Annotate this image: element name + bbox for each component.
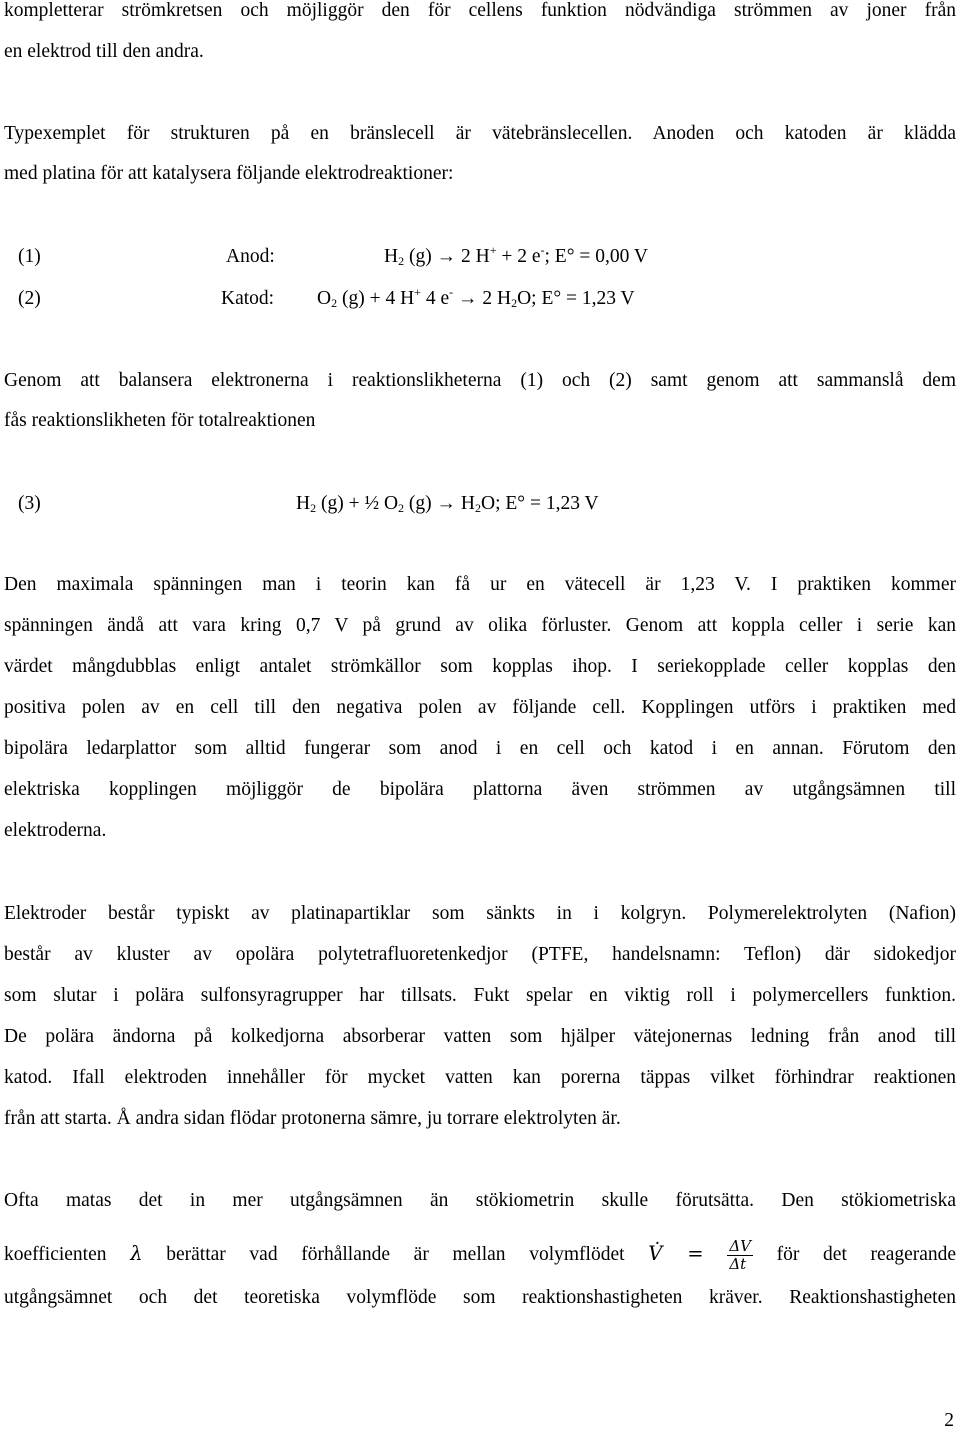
- arrow-icon: →: [457, 288, 478, 309]
- paragraph-line: Elektroder består typiskt av platinapartiklar som sänkts in i kolgryn. Polymerelektrolyten (Nafion): [4, 903, 956, 924]
- paragraph-line: består av kluster av opolära polytetrafluoretenkedjor (PTFE, handelsnamn: Teflon) där sidokedjor: [4, 944, 956, 965]
- paragraph-line: positiva polen av en cell till den negativa polen av följande cell. Kopplingen utförs i praktiken med: [4, 697, 956, 718]
- paragraph-line: spänningen ändå att vara kring 0,7 V på grund av olika förluster. Genom att koppla celler i serie kan: [4, 615, 956, 636]
- page-number: 2: [944, 1410, 954, 1431]
- paragraph-line: Typexemplet för strukturen på en bränslecell är vätebränslecellen. Anoden och katoden är klädda: [4, 123, 956, 144]
- equation-label: Katod:: [221, 288, 275, 309]
- equation-label: Anod:: [226, 246, 275, 267]
- paragraph-line: katod. Ifall elektroden innehåller för mycket vatten kan porerna täppas vilket förhindrar reaktionen: [4, 1067, 956, 1088]
- paragraph-line: Ofta matas det in mer utgångsämnen än stökiometrin skulle förutsätta. Den stökiometriska: [4, 1190, 956, 1211]
- volume-flow-symbol: V̇ =: [648, 1241, 704, 1265]
- paragraph-line: elektroderna.: [4, 820, 107, 841]
- paragraph-line: elektriska kopplingen möjliggör de bipolära plattorna även strömmen av utgångsämnen till: [4, 779, 956, 800]
- paragraph-line: med platina för att katalysera följande elektrodreaktioner:: [4, 163, 454, 184]
- paragraph-line: Genom att balansera elektronerna i reaktionslikheterna (1) och (2) samt genom att sammanslå dem: [4, 370, 956, 391]
- paragraph-line: värdet mångdubblas enligt antalet strömkällor som kopplas ihop. I seriekopplade celler kopplas den: [4, 656, 956, 677]
- paragraph-line: kompletterar strömkretsen och möjliggör den för cellens funktion nödvändiga strömmen av joner från: [4, 0, 956, 21]
- lambda-symbol: λ: [130, 1241, 143, 1265]
- equation-body: $O_2$ (g) + 4 H+ 4 e- → 2 $H_2O$; E° = 1,23 V: [317, 285, 635, 310]
- paragraph-line: fås reaktionslikheten för totalreaktionen: [4, 410, 316, 431]
- paragraph-line-with-math: koefficienten λ berättar vad förhållande är mellan volymflödet V̇ = $\frac{\Delta V}{\Delta t}$ för det reagerande: [4, 1237, 957, 1273]
- equation-number: (2): [18, 288, 41, 309]
- paragraph-line: utgångsämnet och det teoretiska volymflöde som reaktionshastigheten kräver. Reaktionshastigheten: [4, 1287, 956, 1308]
- paragraph-line: en elektrod till den andra.: [4, 41, 204, 62]
- delta-fraction: $\frac{\Delta V}{\Delta t}$: [729, 1237, 751, 1273]
- paragraph-line: från att starta. Å andra sidan flödar protonerna sämre, ju torrare elektrolyten är.: [4, 1108, 621, 1129]
- paragraph-line: bipolära ledarplattor som alltid fungerar som anod i en cell och katod i en annan. Förutom den: [4, 738, 956, 759]
- equation-body: $H_2$ (g) → 2 H+ + 2 e-; E° = 0,00 V: [384, 243, 648, 268]
- paragraph-line: som slutar i polära sulfonsyragrupper har tillsats. Fukt spelar en viktig roll i polymercellers funktion.: [4, 985, 956, 1006]
- equation-body: $H_2$ (g) + ½ $O_2$ $(g) \to H_2O$; E° = 1,23 V: [296, 493, 599, 515]
- equation-number: (3): [18, 493, 41, 514]
- paragraph-line: Den maximala spänningen man i teorin kan få ur en vätecell är 1,23 V. I praktiken kommer: [4, 574, 956, 595]
- arrow-icon: →: [436, 246, 457, 267]
- equation-number: (1): [18, 246, 41, 267]
- arrow-icon: →: [436, 493, 457, 514]
- paragraph-line: De polära ändorna på kolkedjorna absorberar vatten som hjälper vätejonernas ledning från anod till: [4, 1026, 956, 1047]
